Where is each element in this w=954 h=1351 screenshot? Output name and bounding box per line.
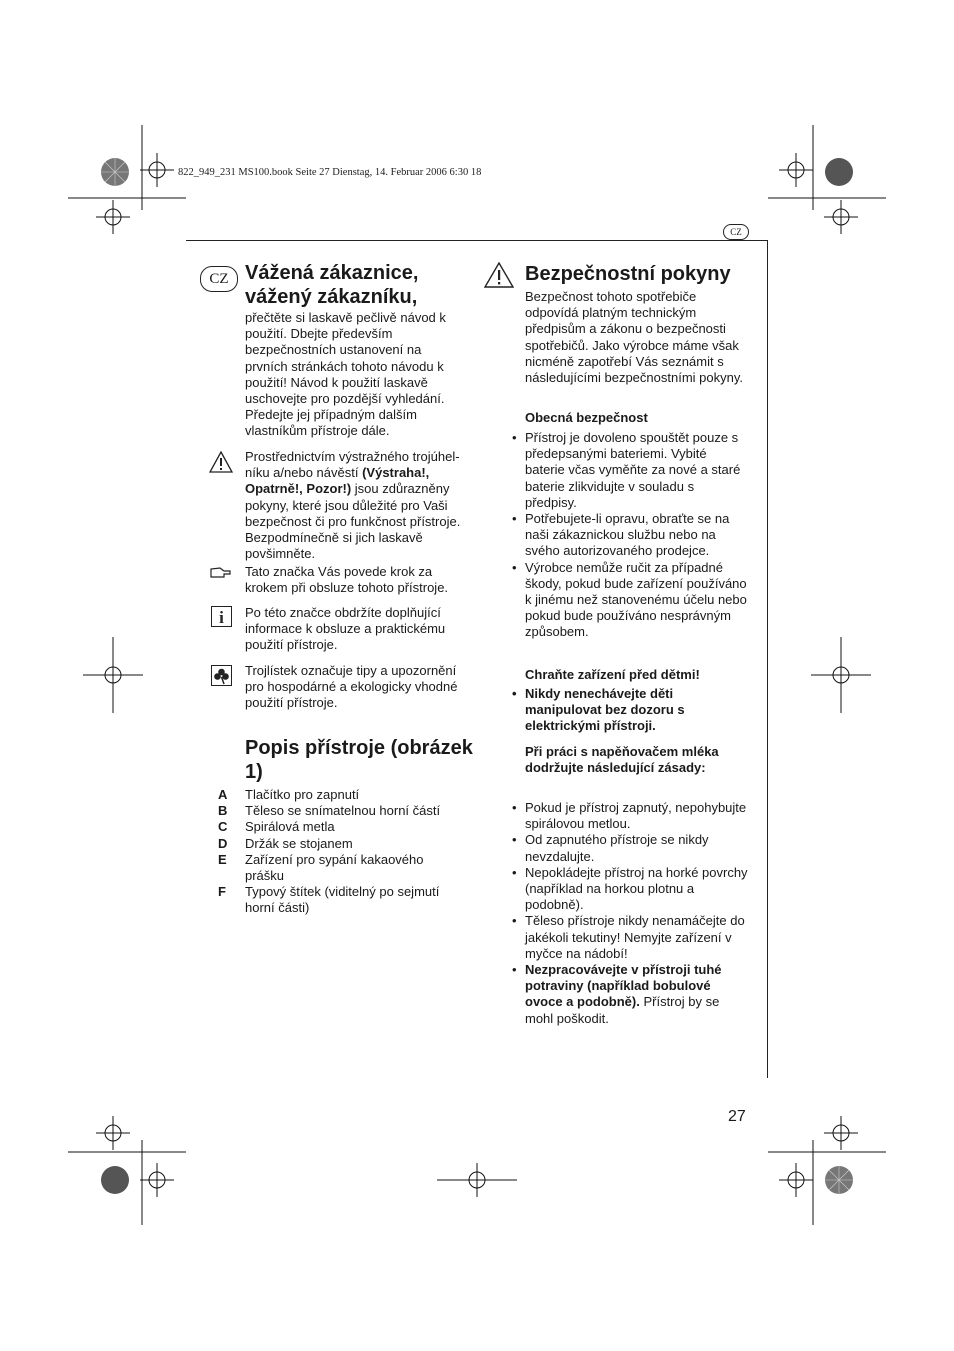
list-item: • Přístroj je dovoleno spouštět pouze s předepsanými bateriemi. Vybité baterie včas vyměňte za nové a staré baterie zlikvidujte v souladu s předpisy. [525,430,749,511]
intro-paragraph: přečtěte si laskavě pečlivě návod k použití. Dbejte především bezpečnostních ustanovení na prvních stránkách tohoto návodu k použití! Návod k použití laskavě uschovejte pro pozdější vyhledání. Předejte jej případným dalším vlastníkům přístroje dále. [245,310,446,439]
general-safety-heading: Obecná bezpečnost [525,410,648,425]
part-item: C Spirálová metla [218,819,335,835]
country-badge-icon: CZ [200,266,238,292]
hand-paragraph: Tato značka Vás povede krok za krokem při obsluze tohoto přístroje. [245,564,449,596]
part-item: A Tlačítko pro zapnutí [218,787,360,802]
list-item: • Pokud je přístroj zapnutý, nepohybujte spirálovou metlou. [525,800,749,832]
greeting-title: Vážená zákaznice, vážený zákazníku, [245,262,419,308]
svg-text:i: i [219,608,224,627]
list-item: • Těleso přístroje nikdy nenamáčejte do jakékoli tekutiny! Nemyjte zařízení v myčce na nádobí! [525,913,749,962]
safety-intro: Bezpečnost tohoto spotřebiče odpovídá platným technickým předpisům a zákonu o bezpečnosti spotřebičů. Jako výrobce máme však nicméně zapotřebí Vás seznámit s následujícími bezpečnostními pokyny. [525,289,743,386]
list-item: • Potřebujete-li opravu, obraťte se na naši zákaznickou službu nebo na svého autorizovaného prodejce. [525,511,749,560]
list-item: • Nikdy nenechávejte děti manipulovat bez dozoru s elektrickými přístroji. [525,686,705,735]
part-item: D Držák se stojanem [218,835,353,851]
info-paragraph: Po této značce obdržíte doplňující informace k obsluze a praktickému použití přístroje. [245,605,446,653]
clover-icon [211,665,232,686]
right-rule [767,240,768,1078]
list-item: • Od zapnutého přístroje se nikdy nevzdalujte. [525,832,749,864]
warning-paragraph: Prostřednictvím výstražného trojúhel-níku a/nebo návěstí (Výstraha!, Opatrně!, Pozor!) jsou zdůrazněny pokyny, které jsou důležité pro Vaši bezpečnost či pro funkčnost přístroje. Bezpodmínečně si jich laskavě povšimněte. [245,449,461,562]
list-item: • Výrobce nemůže ručit za případné škody, pokud bude zařízení používáno k jinému než stanovenému účelu nebo pokud bude používáno nesprávným způsobem. [525,560,749,641]
general-safety-list [525,430,749,641]
page-number: 27 [728,1108,746,1125]
part-item: E Zařízení pro sypání kakaového prášku [218,851,424,884]
part-item: B Těleso se snímatelnou horní částí [218,803,441,819]
file-header-line: 822_949_231 MS100.book Seite 27 Dienstag, 14. Februar 2006 6:30 18 [178,167,482,178]
top-rule [186,240,768,241]
frother-heading: Při práci s napěňovačem mléka dodržujte následující zásady: [525,744,719,776]
language-badge: CZ [723,224,749,240]
clover-paragraph: Trojlístek označuje tipy a upozornění pro hospodárné a ekologicky vhodné použití přístroje. [245,663,458,711]
pointing-hand-icon [210,565,234,579]
frother-list [525,800,749,1027]
parts-list [218,787,475,917]
parts-title: Popis přístroje (obrázek 1) [245,737,473,783]
info-icon [211,606,232,627]
list-item: • Nepokládejte přístroj na horké povrchy (například na horkou plotnu a podobně). [525,865,749,914]
warning-triangle-icon [484,262,514,288]
children-heading: Chraňte zařízení před dětmi! [525,667,700,682]
part-item: F Typový štítek (viditelný po sejmutí horní části) [218,884,440,916]
safety-title: Bezpečnostní pokyny [525,263,731,285]
warning-triangle-icon [209,451,233,473]
list-item: • Nezpracovávejte v přístroji tuhé potraviny (například bobulové ovoce a podobně). Přístroj by se mohl poškodit. [525,962,749,1027]
children-list [525,686,705,735]
